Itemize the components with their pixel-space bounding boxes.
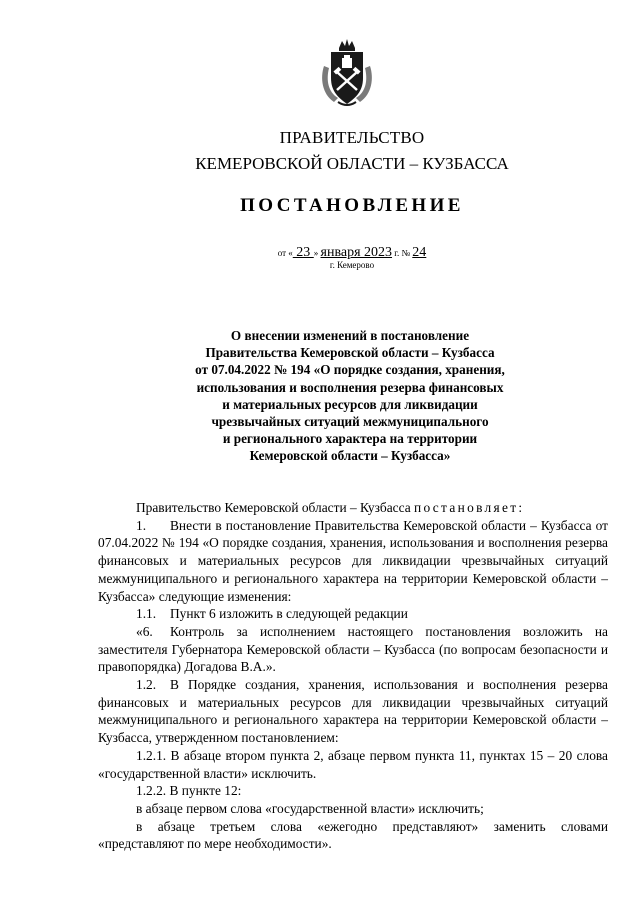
date-prefix: от « — [277, 248, 293, 258]
paragraph-1-2-2-a: в абзаце первом слова «государственной власти» исключить; — [136, 800, 484, 816]
date-month-year: января 2023 — [320, 245, 393, 260]
paragraph-number: 1.2. — [136, 677, 157, 693]
paragraph-number: 1. — [136, 517, 147, 533]
paragraph-number: 1.1. — [136, 606, 157, 622]
preamble-decree-word: постановляет: — [414, 500, 525, 515]
title-line: и материальных ресурсов для ликвидации — [222, 396, 478, 412]
paragraph-1-1 — [98, 605, 608, 623]
date-day: 23 — [292, 245, 314, 260]
paragraph-1-2-2-b: в абзаце третьем слова «ежегодно представляют» заменить словами «представляют по мере необходимости». — [98, 818, 608, 852]
document-number: 24 — [412, 245, 427, 260]
preamble — [98, 499, 608, 517]
document-city: г. Кемерово — [329, 260, 375, 270]
document-body — [98, 499, 608, 853]
title-line: чрезвычайных ситуаций межмуниципального — [211, 414, 489, 430]
paragraph-text: Пункт 6 изложить в следующей редакции — [170, 606, 408, 622]
paragraph-text: Внести в постановление Правительства Кемеровской области – Кузбасса от 07.04.2022 № 194 «О порядке создания, хранения, использования и восполнения резерва финансовых и материальных ресурсов для ликвидации чрезвычайных ситуаций межмуниципального и регионального характера на территории Кемеровской области – Кузбасса» следующие изменения: — [98, 517, 608, 604]
paragraph-1 — [98, 517, 608, 606]
title-line: от 07.04.2022 № 194 «О порядке создания, хранения, — [195, 362, 505, 378]
title-line: и регионального характера на территории — [222, 431, 478, 447]
document-date — [32, 244, 640, 261]
date-mid: » — [313, 248, 321, 258]
document-title — [150, 327, 550, 465]
paragraph-text: Контроль за исполнением настоящего постановления возложить на заместителя Губернатора Кемеровской области – Кузбасса (по вопросам безопасности и правопорядка) Догадова В.А.». — [98, 623, 608, 675]
coat-of-arms-icon — [318, 38, 376, 108]
government-name-line1: ПРАВИТЕЛЬСТВО — [279, 128, 425, 147]
paragraph-number: «6. — [136, 623, 153, 639]
preamble-text: Правительство Кемеровской области – Кузбасса — [136, 500, 415, 515]
paragraph-text: В Порядке создания, хранения, использования и восполнения резерва финансовых и материальных ресурсов для ликвидации чрезвычайных ситуаций межмуниципального и регионального характера на территории Кемеровской области – Кузбасса, утвержденном постановлением: — [98, 677, 608, 746]
paragraph-1-2-1: 1.2.1. В абзаце втором пункта 2, абзаце первом пункта 11, пунктах 15 – 20 слова «государственной власти» исключить. — [98, 747, 608, 781]
title-line: О внесении изменений в постановление — [230, 328, 470, 343]
title-line: Кемеровской области – Кузбасса» — [249, 448, 451, 464]
document-type: ПОСТАНОВЛЕНИЕ — [240, 195, 464, 216]
date-year-suffix: г. № — [392, 248, 413, 258]
title-line: Правительства Кемеровской области – Кузбасса — [205, 345, 495, 361]
government-name-line2: КЕМЕРОВСКОЙ ОБЛАСТИ – КУЗБАССА — [195, 154, 509, 173]
paragraph-1-2-2: 1.2.2. В пункте 12: — [136, 783, 242, 799]
paragraph-1-2 — [98, 676, 608, 747]
paragraph-6-quote — [98, 623, 608, 676]
title-line: использования и восполнения резерва финансовых — [196, 379, 504, 395]
